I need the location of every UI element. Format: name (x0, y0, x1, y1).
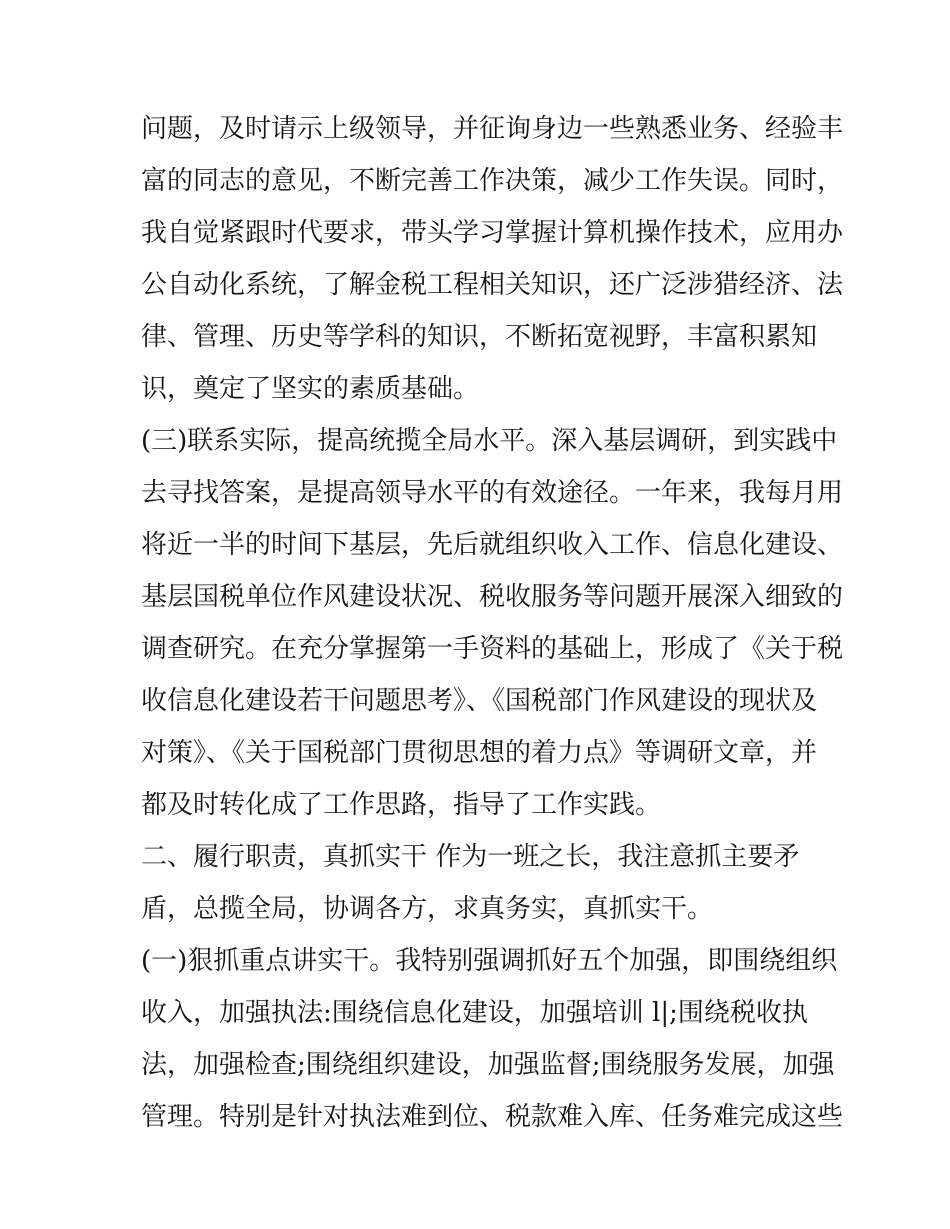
text-line-6: 识，奠定了坚实的素质基础。 (141, 374, 480, 404)
text-line-4: 公自动化系统，了解金税工程相关知识，还广泛涉猎经济、法 (141, 270, 844, 300)
text-line-19: 法，加强检查;围绕组织建设，加强监督;围绕服务发展，加强 (141, 1050, 835, 1080)
text-line-11: 调查研究。在充分掌握第一手资料的基础上，形成了《关于税 (141, 634, 844, 664)
text-line-18: 收入，加强执法:围绕信息化建设，加强培训 l|;围绕税收执 (141, 998, 808, 1028)
text-line-10: 基层国税单位作风建设状况、税收服务等问题开展深入细致的 (141, 582, 844, 612)
text-line-3: 我自觉紧跟时代要求，带头学习掌握计算机操作技术，应用办 (141, 218, 844, 248)
text-line-8: 去寻找答案，是提高领导水平的有效途径。一年来，我每月用 (141, 478, 844, 508)
text-line-17: (一)狠抓重点讲实干。我特别强调抓好五个加强，即围绕组织 (141, 946, 838, 976)
text-line-5: 律、管理、历史等学科的知识，不断拓宽视野，丰富积累知 (141, 322, 818, 352)
text-line-7: (三)联系实际，提高统揽全局水平。深入基层调研，到实践中 (141, 426, 838, 456)
text-line-13: 对策》、《关于国税部门贯彻思想的着力点》等调研文章，并 (141, 738, 818, 768)
text-line-1: 问题，及时请示上级领导，并征询身边一些熟悉业务、经验丰 (141, 114, 844, 144)
text-line-20: 管理。特别是针对执法难到位、税款难入库、任务难完成这些 (141, 1102, 844, 1132)
text-line-16: 盾，总揽全局，协调各方，求真务实，真抓实干。 (141, 894, 714, 924)
text-line-12: 收信息化建设若干问题思考》、《国税部门作风建设的现状及 (141, 686, 818, 716)
text-line-14: 都及时转化成了工作思路，指导了工作实践。 (141, 790, 662, 820)
text-line-9: 将近一半的时间下基层，先后就组织收入工作、信息化建设、 (141, 530, 844, 560)
text-line-2: 富的同志的意见，不断完善工作决策，减少工作失误。同时， (141, 166, 844, 196)
text-line-15: 二、履行职责，真抓实干 作为一班之长，我注意抓主要矛 (141, 842, 800, 872)
